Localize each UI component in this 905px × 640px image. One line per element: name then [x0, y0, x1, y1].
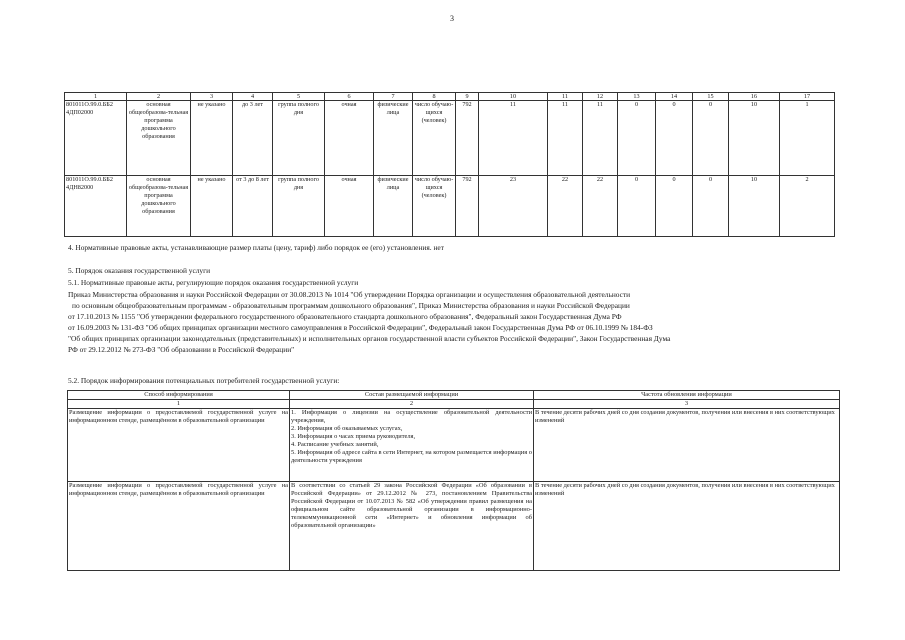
- table-cell: 801011О.99.0.ББ2 4ДН82000: [65, 176, 127, 237]
- column-header: 9: [456, 93, 479, 101]
- column-header: Частота обновления информации: [534, 391, 840, 400]
- section-5-title: 5. Порядок оказания государственной услуги: [68, 266, 211, 275]
- frequency-cell: В течение десяти рабочих дней со дня создания документов, получения или внесения в них соответствующих изменений: [534, 409, 840, 482]
- content-line: 4. Расписание учебных занятий,: [291, 441, 379, 448]
- column-header: 1: [65, 93, 127, 101]
- table-header-row: [68, 391, 840, 400]
- method-cell: Размещение информации о предоставляемой государственной услуге на информационном стенде, размещённом в образовательной организации: [68, 482, 290, 571]
- table-cell: 0: [693, 101, 729, 176]
- table-cell: 22: [548, 176, 583, 237]
- table-cell: основная общеобразова-тельная программа дошкольного образования: [127, 101, 191, 176]
- table-cell: 792: [456, 176, 479, 237]
- section-5-1-title: 5.1. Нормативные правовые акты, регулирующие порядок оказания государственной услуги: [68, 278, 359, 287]
- table-cell: основная общеобразова-тельная программа дошкольного образования: [127, 176, 191, 237]
- column-header: 5: [273, 93, 325, 101]
- column-header: 10: [479, 93, 548, 101]
- table-cell: от 3 до 8 лет: [233, 176, 273, 237]
- table-cell: группа полного дня: [273, 101, 325, 176]
- column-number: 1: [68, 400, 290, 409]
- table-row: [65, 101, 835, 176]
- table-cell: 0: [693, 176, 729, 237]
- column-header: Способ информирования: [68, 391, 290, 400]
- section-5-1-line: по основным общеобразовательным программам - образовательным программам дошкольного образования", Приказ Министерства образования и науки Российской Федерации: [72, 301, 630, 310]
- table-cell: 1: [780, 101, 835, 176]
- column-header: 14: [656, 93, 693, 101]
- column-number: 2: [290, 400, 534, 409]
- column-header: 15: [693, 93, 729, 101]
- table-cell: до 3 лет: [233, 101, 273, 176]
- column-header: 17: [780, 93, 835, 101]
- content-line: 3. Информация о часах приема руководителя,: [291, 433, 416, 440]
- page-number: 3: [450, 14, 454, 23]
- table-cell: 801011О.99.0.ББ2 4ДП02000: [65, 101, 127, 176]
- column-header: 4: [233, 93, 273, 101]
- table-cell: 11: [548, 101, 583, 176]
- frequency-cell: В течение десяти рабочих дней со дня создания документов, получения или внесения в них соответствующих изменений: [534, 482, 840, 571]
- table-cell: физические лица: [374, 101, 413, 176]
- section-5-1-line: "Об общих принципах организации законодательных (представительных) и исполнительных органов государственной власти субъектов Российской Федерации", Закон Государственная Дума: [68, 334, 671, 343]
- table-cell: 0: [618, 101, 656, 176]
- section-5-1-line: от 16.09.2003 № 131-ФЗ "Об общих принципах организации местного самоуправления в Российской Федерации", Федеральный закон Государственная Дума РФ от 06.10.1999 № 184-ФЗ: [68, 323, 653, 332]
- column-header: 7: [374, 93, 413, 101]
- table-cell: группа полного дня: [273, 176, 325, 237]
- section-5-2-title: 5.2. Порядок информирования потенциальных потребителей государственной услуги:: [68, 376, 340, 385]
- table-cell: 0: [656, 101, 693, 176]
- table-header-row: [65, 93, 835, 101]
- table-cell: 792: [456, 101, 479, 176]
- column-header: 16: [729, 93, 780, 101]
- table-cell: 0: [618, 176, 656, 237]
- content-cell: [290, 482, 534, 571]
- column-header: 6: [325, 93, 374, 101]
- table-cell: 10: [729, 101, 780, 176]
- table-cell: не указано: [191, 101, 233, 176]
- column-number: 3: [534, 400, 840, 409]
- section-5-1-line: РФ от 29.12.2012 № 273-ФЗ "Об образовании в Российской Федерации": [68, 345, 295, 354]
- table-cell: очная: [325, 101, 374, 176]
- table-row: [68, 482, 840, 571]
- table-cell: число обучаю-щихся (человек): [413, 176, 456, 237]
- column-header: 11: [548, 93, 583, 101]
- column-header: 3: [191, 93, 233, 101]
- table-cell: число обучаю-щихся (человек): [413, 101, 456, 176]
- table-cell: не указано: [191, 176, 233, 237]
- table-row: [65, 176, 835, 237]
- method-cell: Размещение информации о предоставляемой государственной услуге на информационном стенде, размещённом в образовательной организации: [68, 409, 290, 482]
- section-5-1-line: от 17.10.2013 № 1155 "Об утверждении федерального государственного образовательного стандарта дошкольного образования", Федеральный закон Государственная Дума РФ: [68, 312, 622, 321]
- content-line: 1. Информация о лицензии на осуществление образовательной деятельности учреждения,: [291, 409, 532, 424]
- table-cell: 2: [780, 176, 835, 237]
- table-cell: 10: [729, 176, 780, 237]
- content-cell: [290, 409, 534, 482]
- table-number-row: [68, 400, 840, 409]
- table-row: [68, 409, 840, 482]
- table-cell: 11: [479, 101, 548, 176]
- table-cell: 0: [656, 176, 693, 237]
- column-header: 13: [618, 93, 656, 101]
- section-5-1-line: Приказ Министерства образования и науки Российской Федерации от 30.08.2013 № 1014 "Об утверждении Порядка организации и осуществления образовательной деятельности: [68, 290, 631, 299]
- content-line: 5. Информация об адресе сайта в сети Интернет, на котором размещается информация о деятельности учреждения: [291, 449, 532, 464]
- content-line: В соответствии со статьей 29 закона Российской Федерации «Об образовании в Российской Федерации» от 29.12.2012 № 273, постановлением Правительства Российской Федерации от 10.07.2013 № 582 «Об утверждении правил размещения на официальном сайте образовательной организации в информационно-телекоммуникационной сети «Интернет» и обновления информации об образовательной организации»: [291, 482, 532, 529]
- indicators-table: [64, 92, 835, 237]
- column-header: Состав размещаемой информации: [290, 391, 534, 400]
- table-cell: 11: [583, 101, 618, 176]
- content-line: 2. Информация об оказываемых услугах,: [291, 425, 403, 432]
- column-header: 12: [583, 93, 618, 101]
- table-cell: очная: [325, 176, 374, 237]
- table-cell: 22: [583, 176, 618, 237]
- table-cell: физические лица: [374, 176, 413, 237]
- table-cell: 23: [479, 176, 548, 237]
- information-table: [67, 390, 840, 571]
- column-header: 8: [413, 93, 456, 101]
- section-4-text: 4. Нормативные правовые акты, устанавливающие размер платы (цену, тариф) либо порядок ее (его) установления. нет: [68, 243, 444, 252]
- column-header: 2: [127, 93, 191, 101]
